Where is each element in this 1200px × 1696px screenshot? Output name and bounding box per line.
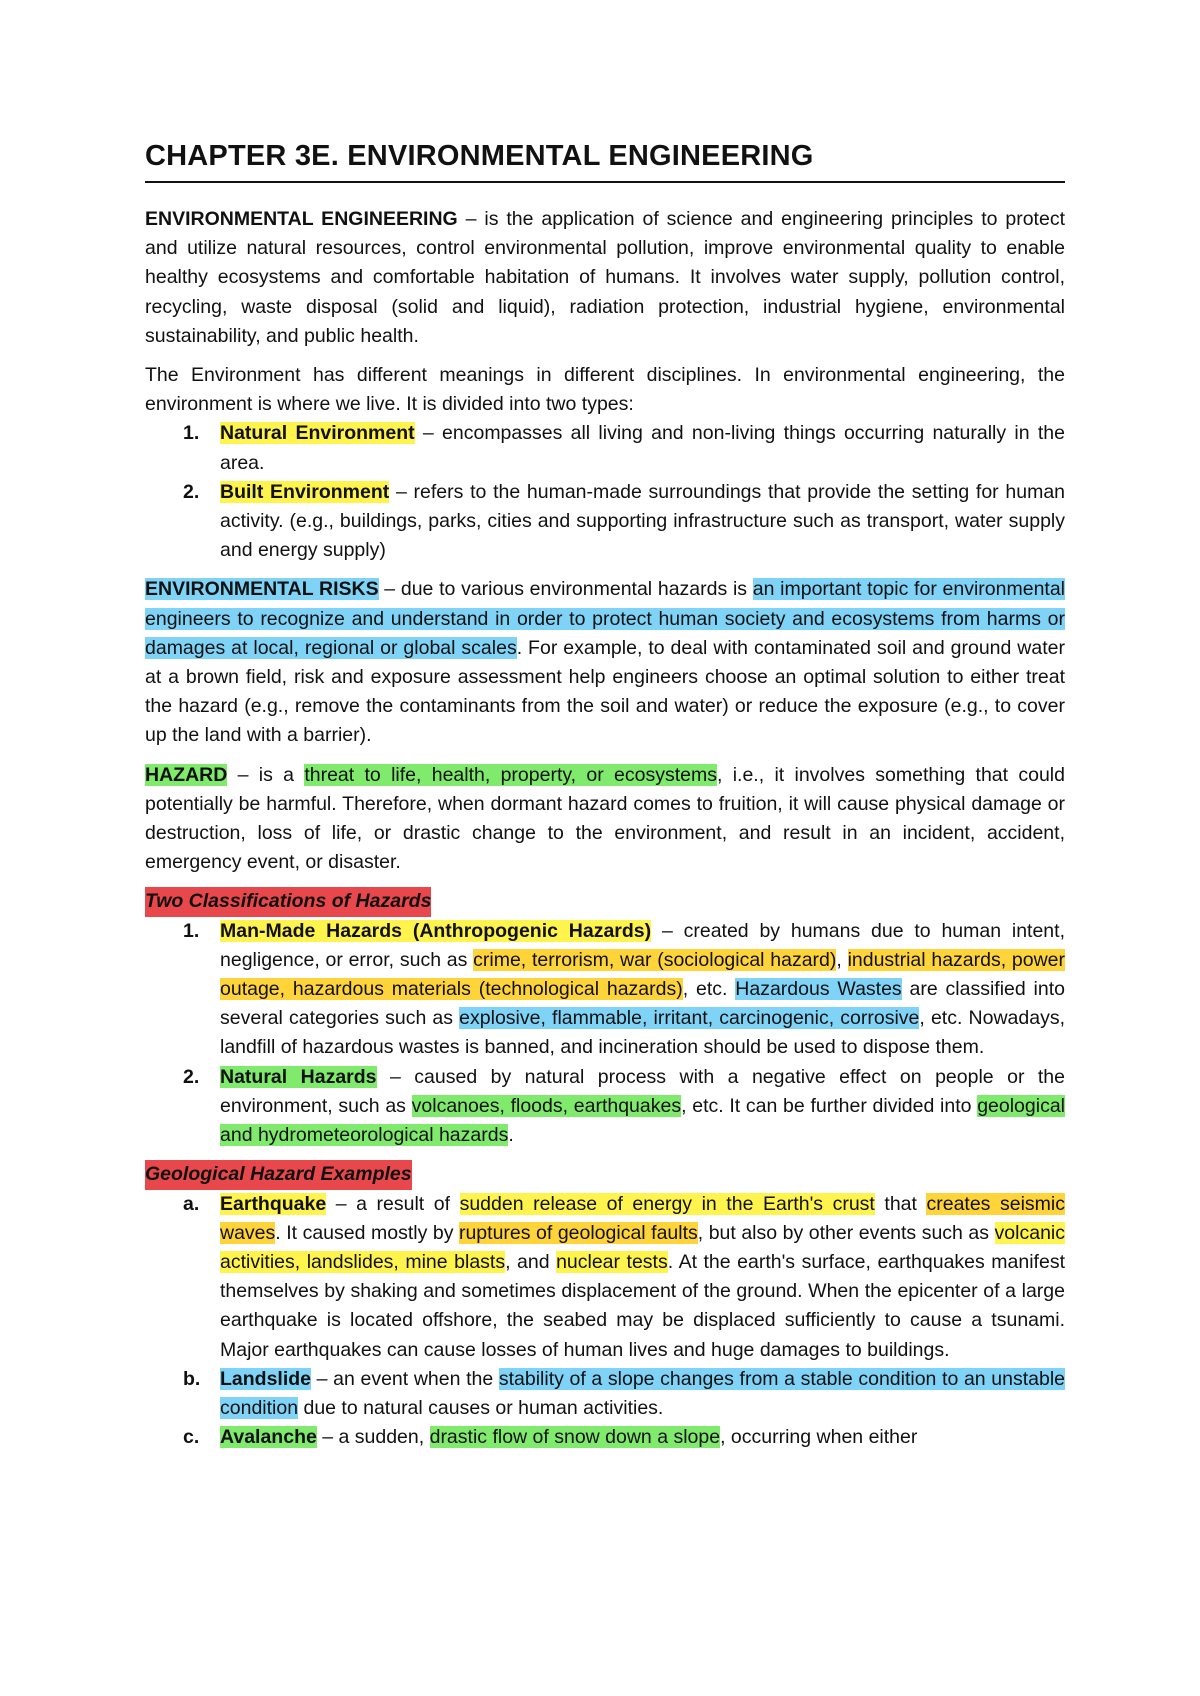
geological-section <box>145 1160 1065 1452</box>
classifications-list <box>145 917 1065 1151</box>
risks-term: ENVIRONMENTAL RISKS <box>145 578 379 601</box>
natural-environment-term: Natural Environment <box>220 422 415 445</box>
avalanche-term: Avalanche <box>220 1426 317 1449</box>
earthquake-term: Earthquake <box>220 1192 327 1215</box>
classifications-section <box>145 887 1065 1150</box>
risks-paragraph: ENVIRONMENTAL RISKS – due to various environmental hazards is an important topic for environmental engineers to recognize and understand in order to protect human society and ecosystems from harms or damages at local, regional or global scales. For example, to deal with contaminated soil and ground water at a brown field, risk and exposure assessment help engineers choose an optimal solution to either treat the hazard (e.g., remove the contaminants from the soil and water) or reduce the exposure (e.g., to cover up the land with a barrier). <box>145 578 1066 747</box>
environment-types-list <box>145 419 1065 565</box>
list-item: 2. Natural Hazards – caused by natural process with a negative effect on people or the environment, such as volcanoes, floods, earthquakes, etc. It can be further divided into geological and hydrometeorological hazards. <box>183 1065 1066 1147</box>
list-item: 2. Built Environment – refers to the human-made surroundings that provide the setting for human activity. (e.g., buildings, parks, cities and supporting infrastructure such as transport, water supply and energy supply) <box>183 480 1066 562</box>
section-heading-geological: Geological Hazard Examples <box>145 1160 412 1189</box>
list-item: a. Earthquake – a result of sudden release of energy in the Earth's crust that creates seismic waves. It caused mostly by ruptures of geological faults, but also by other events such as volcanic activities, landslides, mine blasts, and nuclear tests. At the earth's surface, earthquakes manifest themselves by shaking and sometimes displacement of the ground. When the epicenter of a large earthquake is located offshore, the seabed may be displaced sufficiently to cause a tsunami. Major earthquakes can cause losses of human lives and huge damages to buildings. <box>183 1192 1065 1361</box>
list-item: c. Avalanche – a sudden, drastic flow of snow down a slope, occurring when either <box>183 1426 918 1449</box>
intro-term: ENVIRONMENTAL ENGINEERING <box>145 208 458 230</box>
list-item: 1. Natural Environment – encompasses all living and non-living things occurring naturally in the area. <box>183 422 1065 474</box>
man-made-hazards-term: Man-Made Hazards (Anthropogenic Hazards) <box>220 919 652 942</box>
geological-list <box>145 1190 1065 1453</box>
intro-paragraph: ENVIRONMENTAL ENGINEERING – is the application of science and engineering principles to protect and utilize natural resources, control environmental pollution, improve environmental quality to enable healthy ecosystems and comfortable habitation of humans. It involves water supply, pollution control, recycling, waste disposal (solid and liquid), radiation protection, industrial hygiene, environmental sustainability, and public health. <box>145 208 1065 347</box>
built-environment-term: Built Environment <box>220 480 390 503</box>
hazard-paragraph: HAZARD – is a threat to life, health, property, or ecosystems, i.e., it involves something that could potentially be harmful. Therefore, when dormant hazard comes to fruition, it will cause physical damage or destruction, loss of life, or drastic change to the environment, and result in an incident, accident, emergency event, or disaster. <box>145 763 1065 874</box>
natural-hazards-term: Natural Hazards <box>220 1065 377 1088</box>
hazard-term: HAZARD <box>145 763 228 786</box>
document-page <box>145 140 1065 1452</box>
landslide-term: Landslide <box>220 1367 312 1390</box>
list-item: b. Landslide – an event when the stability of a slope changes from a stable condition to an unstable condition due to natural causes or human activities. <box>183 1367 1066 1419</box>
list-item: 1. Man-Made Hazards (Anthropogenic Hazards) – created by humans due to human intent, negligence, or error, such as crime, terrorism, war (sociological hazard), industrial hazards, power outage, hazardous materials (technological hazards), etc. Hazardous Wastes are classified into several categories such as explosive, flammable, irritant, carcinogenic, corrosive, etc. Nowadays, landfill of hazardous wastes is banned, and incineration should be used to dispose them. <box>183 919 1066 1059</box>
section-heading-classifications: Two Classifications of Hazards <box>145 887 431 916</box>
environment-paragraph: The Environment has different meanings in different disciplines. In environmental engineering, the environment is where we live. It is divided into two types: <box>145 364 1065 416</box>
page-title: CHAPTER 3E. ENVIRONMENTAL ENGINEERING <box>145 140 1065 183</box>
